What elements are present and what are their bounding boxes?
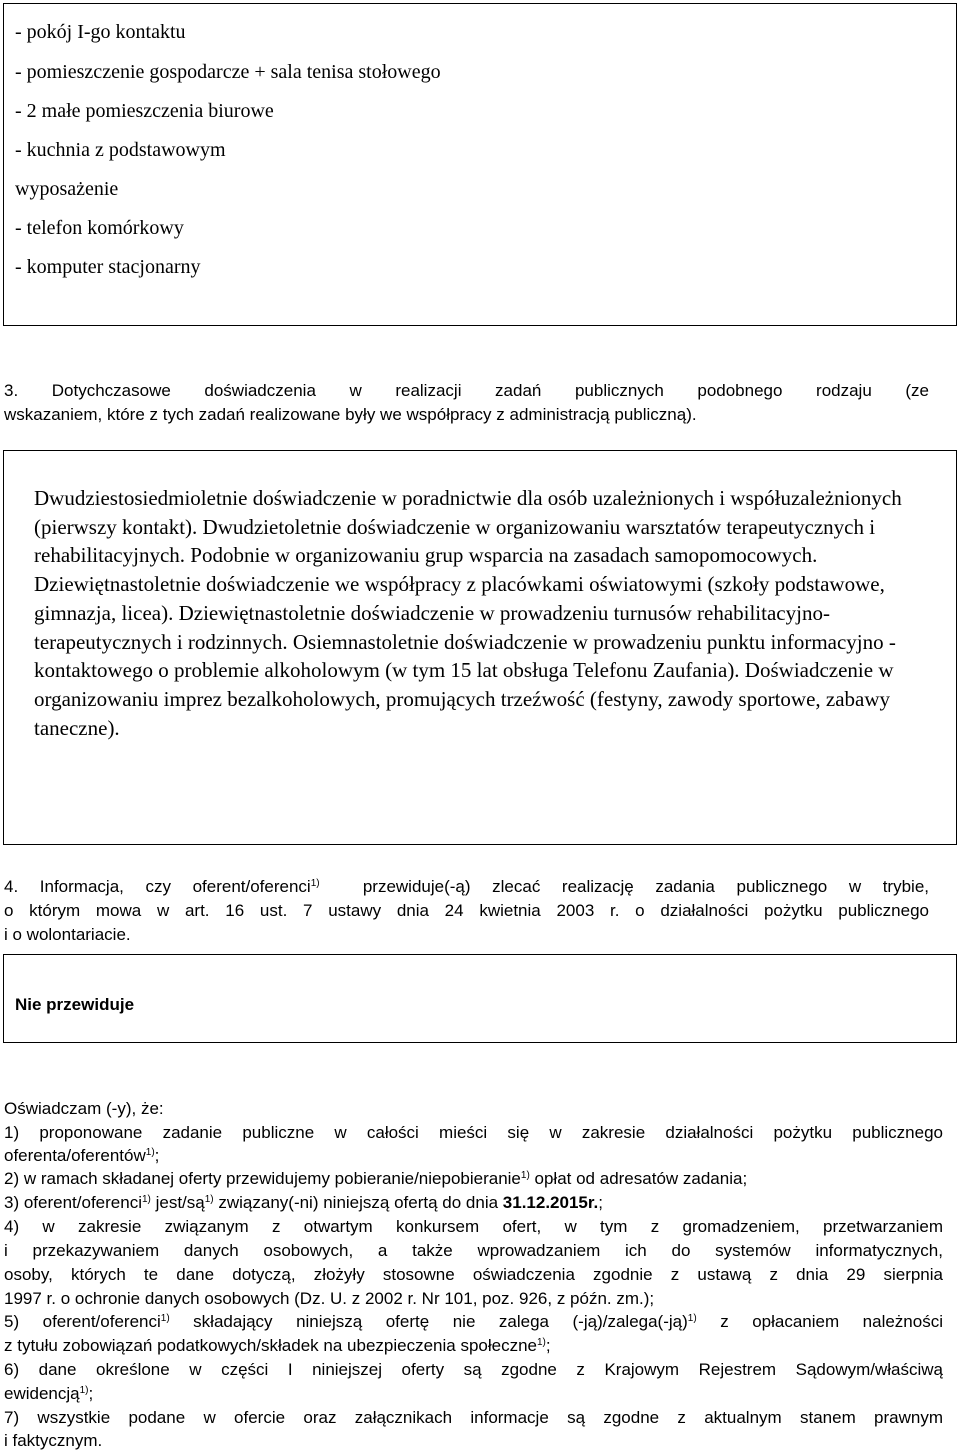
declaration-2 <box>4 1167 943 1191</box>
equipment-box <box>3 3 957 326</box>
equipment-item: - kuchnia z podstawowym <box>15 139 226 161</box>
footnote-mark: 1) <box>687 1313 697 1324</box>
declaration-text: oferenta/oferentów <box>4 1146 146 1165</box>
footnote-mark: 1) <box>204 1194 214 1205</box>
equipment-item: wyposażenie <box>15 178 119 200</box>
declaration-1-line2 <box>4 1144 943 1168</box>
footnote-mark: 1) <box>79 1385 89 1396</box>
footnote-mark: 1) <box>145 1147 155 1158</box>
declaration-text: opłat od adresatów zadania; <box>529 1169 748 1188</box>
equipment-item: - komputer stacjonarny <box>15 256 201 278</box>
equipment-item: - pokój I-go kontaktu <box>15 21 186 43</box>
declaration-text: z tytułu zobowiązań podatkowych/składek na ubezpieczenia społeczne <box>4 1336 537 1355</box>
declaration-text: jest/są <box>150 1193 205 1212</box>
offer-binding-date: 31.12.2015r. <box>502 1193 599 1212</box>
footnote-mark: 1) <box>537 1337 546 1348</box>
section4-heading-line3: i o wolontariacie. <box>4 925 131 944</box>
footnote-mark: 1) <box>310 878 320 889</box>
declaration-text: 3) oferent/oferenci <box>4 1193 142 1212</box>
equipment-item: - 2 małe pomieszczenia biurowe <box>15 100 274 122</box>
experience-text: Dwudziestosiedmioletnie doświadczenie w poradnictwie dla osób uzależnionych i współuzależnionych (pierwszy kontakt). Dwudzietoletnie doświadczenie w organizowaniu warsztatów terapeutycznych i rehabilitacyjnych. Podobnie w organizowaniu grup wsparcia na zasadach samopomocowych. Dziewiętnastoletnie doświadczenie we współpracy z placówkami oświatowymi (szkoły podstawowe, gimnazja, licea). Dziewiętnastoletnie doświadczenie w prowadzeniu turnusów rehabilitacyjno-terapeutycznych i rodzinnych. Osiemnastoletnie doświadczenie w prowadzeniu punktu informacyjno - kontaktowego o problemie alkoholowym (w tym 15 lat obsługa Telefonu Zaufania). Doświadczenie w organizowaniu imprez bezalkoholowych, promujących trzeźwość (festyny, zawody sportowe, zabawy taneczne). <box>34 486 902 740</box>
declaration-3 <box>4 1191 943 1215</box>
declaration-text: ; <box>88 1384 94 1403</box>
declaration-text: z opłacaniem należności <box>696 1312 943 1331</box>
declaration-text: ; <box>545 1336 551 1355</box>
declaration-text: ; <box>598 1193 604 1212</box>
declaration-text: 2) w ramach składanej oferty przewidujemy pobieranie/niepobieranie <box>4 1169 521 1188</box>
declaration-text: ewidencją <box>4 1384 80 1403</box>
declaration-5-line1 <box>4 1310 943 1334</box>
subcontracting-box <box>3 954 957 1043</box>
declaration-4-line2: i przekazywaniem danych osobowych, a także wprowadzaniem ich do systemów informatycznych, <box>4 1241 943 1260</box>
declaration-text: składający niniejszą ofertę nie zalega (-ją)/zalega(-ją) <box>169 1312 688 1331</box>
declaration-text: związany(-ni) niniejszą ofertą do dnia <box>213 1193 503 1212</box>
section4-text: przewiduje(-ą) zlecać realizację zadania publicznego w trybie, <box>362 877 929 896</box>
experience-box <box>3 450 957 845</box>
subcontracting-answer: Nie przewiduje <box>15 995 135 1014</box>
section4-text: 4. Informacja, czy oferent/oferenci <box>4 877 311 896</box>
declaration-7-line1: 7) wszystkie podane w ofercie oraz załącznikach informacje są zgodne z aktualnym stanem prawnym <box>4 1408 943 1427</box>
section4-heading-line2: o którym mowa w art. 16 ust. 7 ustawy dnia 24 kwietnia 2003 r. o działalności pożytku publicznego <box>4 901 929 920</box>
declaration-title: Oświadczam (-y), że: <box>4 1099 164 1118</box>
declaration-1-line1: 1) proponowane zadanie publiczne w całości mieści się w zakresie działalności pożytku publicznego <box>4 1123 943 1142</box>
equipment-item: - pomieszczenie gospodarcze + sala tenisa stołowego <box>15 61 441 83</box>
declaration-4-line3: osoby, których te dane dotyczą, złożyły stosowne oświadczenia zgodnie z ustawą z dnia 29 sierpnia <box>4 1265 943 1284</box>
section4-heading-line1 <box>4 875 929 898</box>
declaration-text: ; <box>154 1146 160 1165</box>
declaration-6-line1: 6) dane określone w części I niniejszej oferty są zgodne z Krajowym Rejestrem Sądowym/właściwą <box>4 1360 943 1379</box>
declaration-5-line2 <box>4 1334 943 1358</box>
declaration-4-line1: 4) w zakresie związanym z otwartym konkursem ofert, w tym z gromadzeniem, przetwarzaniem <box>4 1217 943 1236</box>
section3-heading-line2: wskazaniem, które z tych zadań realizowane były we współpracy z administracją publiczną). <box>4 405 697 424</box>
equipment-item: - telefon komórkowy <box>15 217 184 239</box>
declaration-4-line4: 1997 r. o ochronie danych osobowych (Dz. U. z 2002 r. Nr 101, poz. 926, z późn. zm.); <box>4 1289 655 1308</box>
declaration-7-line2: i faktycznym. <box>4 1431 103 1450</box>
section3-heading-line1: 3. Dotychczasowe doświadczenia w realizacji zadań publicznych podobnego rodzaju (ze <box>4 381 929 400</box>
declaration-6-line2 <box>4 1382 943 1406</box>
declaration-text: 5) oferent/oferenci <box>4 1312 161 1331</box>
footnote-mark: 1) <box>160 1313 170 1324</box>
footnote-mark: 1) <box>520 1170 530 1181</box>
footnote-mark: 1) <box>141 1194 151 1205</box>
